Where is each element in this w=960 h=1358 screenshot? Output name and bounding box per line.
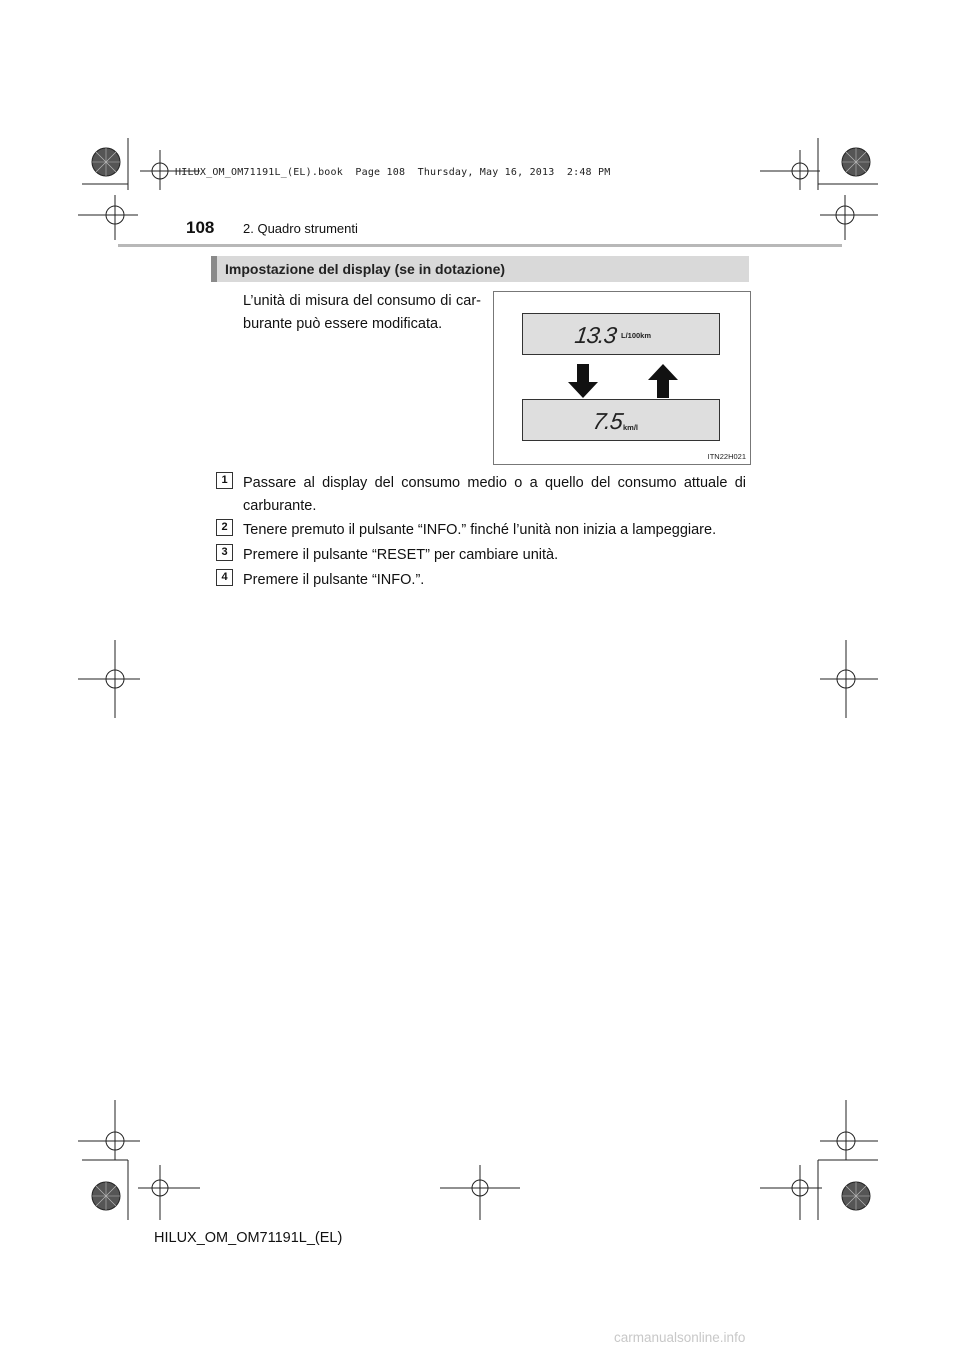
watermark-link[interactable]: carmanualsonline.info bbox=[614, 1330, 746, 1345]
section-heading-bar bbox=[211, 256, 749, 282]
display-top-unit: L/100km bbox=[621, 331, 652, 340]
display-top-value: 13.3 bbox=[573, 322, 618, 348]
lcd-display-bottom bbox=[522, 399, 720, 441]
page-number: 108 bbox=[186, 218, 215, 237]
document-code: HILUX_OM_OM71191L_(EL) bbox=[154, 1230, 343, 1246]
figure-code: ITN22H021 bbox=[707, 452, 746, 461]
step-number: 1 bbox=[216, 472, 233, 489]
display-illustration bbox=[493, 291, 751, 465]
book-file-stamp: HILUX_OM_OM71191L_(EL).book Page 108 Thursday, May 16, 2013 2:48 PM bbox=[175, 167, 611, 178]
lcd-display-top bbox=[522, 313, 720, 355]
step-number: 2 bbox=[216, 519, 233, 536]
step-text: Premere il pulsante “RESET” per cambiare unità. bbox=[243, 547, 559, 563]
display-bottom-value: 7.5 bbox=[591, 408, 624, 434]
arrow-down-icon bbox=[568, 364, 598, 398]
step-number: 4 bbox=[216, 569, 233, 586]
display-bottom-unit: km/l bbox=[623, 423, 639, 432]
section-accent bbox=[211, 256, 217, 282]
chapter-title: 2. Quadro strumenti bbox=[243, 221, 358, 236]
step-number: 3 bbox=[216, 544, 233, 561]
header-divider bbox=[118, 244, 842, 247]
step-text: Tenere premuto il pulsante “INFO.” finché l’unità non inizia a lampeggiare. bbox=[243, 522, 717, 538]
arrow-up-icon bbox=[648, 364, 678, 398]
section-title: Impostazione del display (se in dotazione) bbox=[225, 261, 506, 277]
step-text: Premere il pulsante “INFO.”. bbox=[243, 572, 425, 588]
step-text: Passare al display del consumo medio o a quello del consumo attuale di carburante. bbox=[243, 475, 746, 514]
intro-paragraph: L’unità di misura del consumo di car-burante può essere modificata. bbox=[243, 293, 481, 332]
